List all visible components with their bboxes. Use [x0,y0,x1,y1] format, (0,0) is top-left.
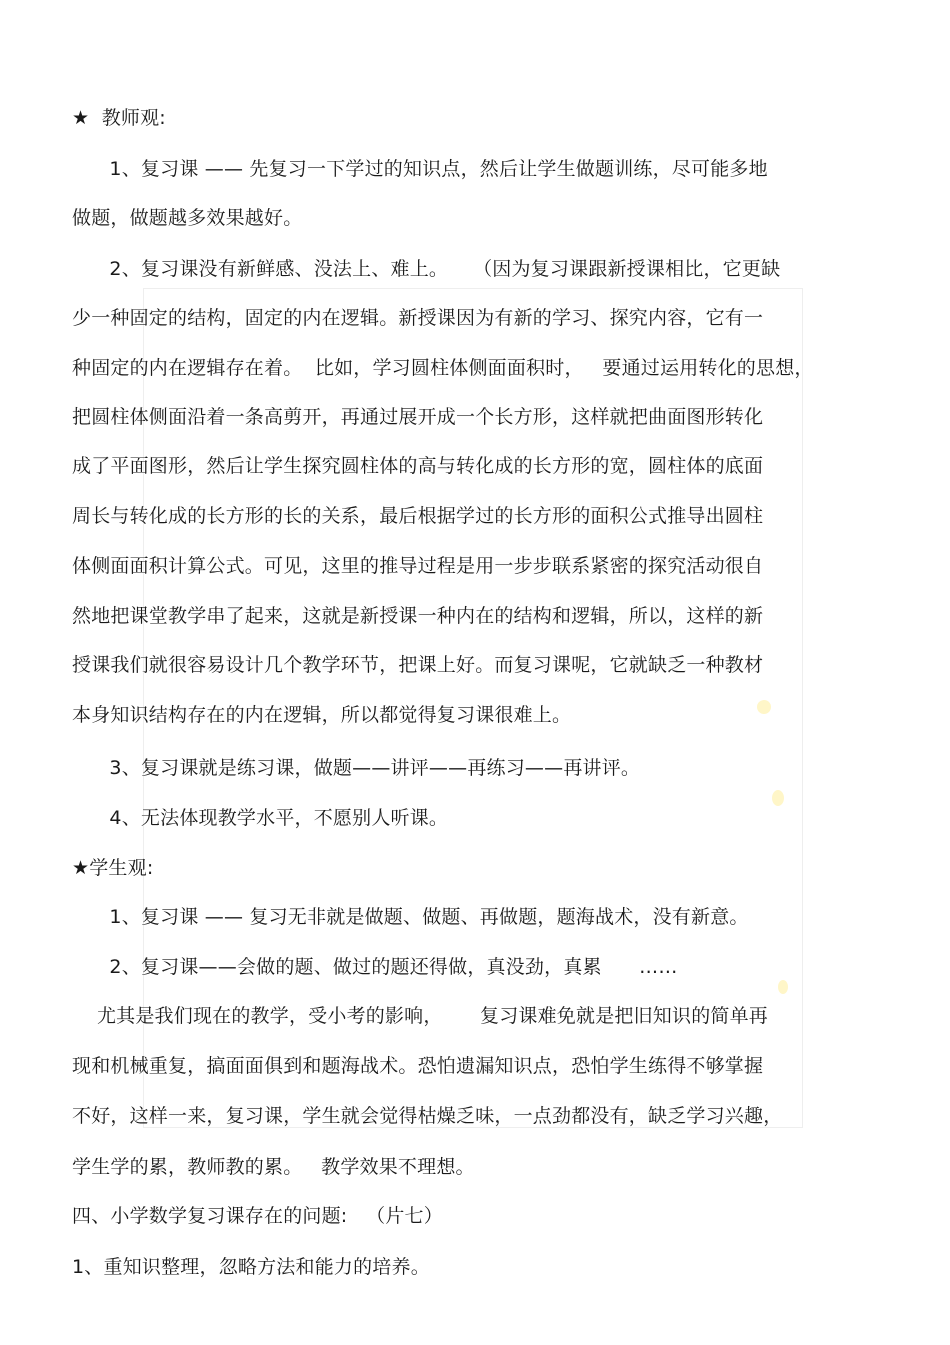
paragraph-line: 2、复习课——会做的题、做过的题还得做，真没劲，真累 …… [72,956,678,978]
paragraph-line: 周长与转化成的长方形的长的关系，最后根据学过的长方形的面积公式推导出圆柱 [72,505,764,527]
paragraph-line: 做题，做题越多效果越好。 [72,207,303,229]
paragraph-line: 4、无法体现教学水平，不愿别人听课。 [72,807,449,829]
paragraph-line: 体侧面面积计算公式。可见，这里的推导过程是用一步步联系紧密的探究活动很自 [72,555,764,577]
paragraph-line: 种固定的内在逻辑存在着。 比如，学习圆柱体侧面面积时， 要通过运用转化的思想， [72,357,814,379]
paragraph-line: 少一种固定的结构，固定的内在逻辑。新授课因为有新的学习、探究内容，它有一 [72,307,764,329]
paragraph-line: 2、复习课没有新鲜感、没法上、难上。 （因为复习课跟新授课相比，它更缺 [72,258,781,280]
paragraph-line: 学生学的累，教师教的累。 教学效果不理想。 [72,1156,475,1178]
scan-speck [772,790,784,806]
section-heading-teacher-view: ★ 教师观: [72,107,166,129]
paragraph-line: 授课我们就很容易设计几个教学环节，把课上好。而复习课呢，它就缺乏一种教材 [72,654,764,676]
section-heading-problems: 四、小学数学复习课存在的问题: （片七） [72,1205,443,1227]
paragraph-line: 成了平面图形，然后让学生探究圆柱体的高与转化成的长方形的宽，圆柱体的底面 [72,455,764,477]
paragraph-line: 1、复习课 —— 复习无非就是做题、做题、再做题，题海战术，没有新意。 [72,906,749,928]
paragraph-line: 本身知识结构存在的内在逻辑，所以都觉得复习课很难上。 [72,704,572,726]
paragraph-line: 现和机械重复，搞面面俱到和题海战术。恐怕遗漏知识点，恐怕学生练得不够掌握 [72,1055,764,1077]
paragraph-line: 然地把课堂教学串了起来，这就是新授课一种内在的结构和逻辑，所以，这样的新 [72,605,764,627]
paragraph-line: 不好，这样一来，复习课，学生就会觉得枯燥乏味，一点劲都没有，缺乏学习兴趣， [72,1105,783,1127]
paragraph-line: 把圆柱体侧面沿着一条高剪开，再通过展开成一个长方形，这样就把曲面图形转化 [72,406,764,428]
scan-speck [757,700,771,714]
section-heading-student-view: ★学生观: [72,857,154,879]
paragraph-line: 1、复习课 —— 先复习一下学过的知识点，然后让学生做题训练，尽可能多地 [72,158,768,180]
paragraph-line: 3、复习课就是练习课，做题——讲评——再练习——再讲评。 [72,757,641,779]
scan-speck [778,980,788,994]
paragraph-line: 尤其是我们现在的教学，受小考的影响， 复习课难免就是把旧知识的简单再 [72,1005,768,1027]
paragraph-line: 1、重知识整理，忽略方法和能力的培养。 [72,1256,430,1278]
